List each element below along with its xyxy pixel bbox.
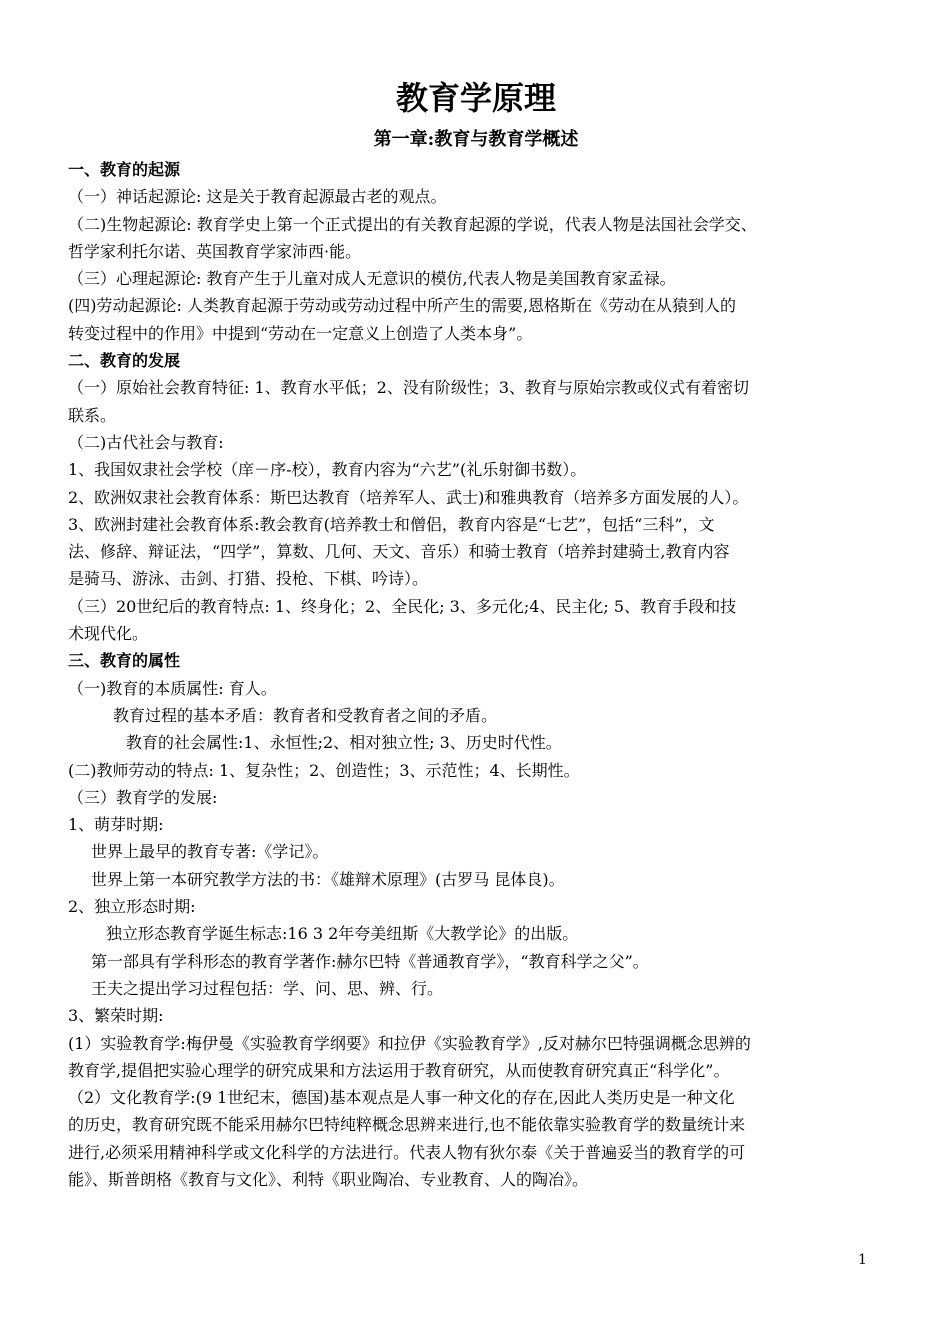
text-line: 2、欧洲奴隶社会教育体系：斯巴达教育（培养军人、武士)和雅典教育（培养多方面发展的人）。 xyxy=(68,487,749,507)
text-line: （三）20世纪后的教育特点: 1、终身化；2、全民化; 3、多元化;4、民主化; 5、教育手段和技 xyxy=(68,596,737,616)
text-line: 第一部具有学科形态的教育学著作:赫尔巴特《普通教育学》，“教育科学之父”。 xyxy=(91,951,649,971)
text-line: （一）原始社会教育特征: 1、教育水平低；2、没有阶级性；3、教育与原始宗教或仪式有着密切 xyxy=(68,378,750,398)
text-line: 3、繁荣时期: xyxy=(68,1006,164,1026)
document-title: 教育学原理 xyxy=(395,79,556,117)
text-line: 世界上第一本研究教学方法的书：《雄辩术原理》(古罗马 昆体良)。 xyxy=(91,869,565,889)
text-line: 进行,必须采用精神科学或文化科学的方法进行。代表人物有狄尔泰《关于普遍妥当的教育学的可 xyxy=(68,1142,746,1162)
chapter-heading: 第一章:教育与教育学概述 xyxy=(373,129,579,150)
text-line: （一)教育的本质属性: 育人。 xyxy=(68,678,277,698)
text-line: 术现代化。 xyxy=(68,624,149,644)
text-line: 转变过程中的作用》中提到“劳动在一定意义上创造了人类本身”。 xyxy=(68,323,533,343)
text-line: （三）心理起源论: 教育产生于儿童对成人无意识的模仿,代表人物是美国教育家孟禄。 xyxy=(68,269,676,289)
text-line: 3、欧洲封建社会教育体系:教会教育(培养教士和僧侣，教育内容是“七艺”，包括“三科”，文 xyxy=(68,514,715,534)
text-line: （三）教育学的发展: xyxy=(68,787,218,807)
text-line: （一）神话起源论: 这是关于教育起源最古老的观点。 xyxy=(68,187,447,207)
text-line: 是骑马、游泳、击剑、打猎、投枪、下棋、吟诗）。 xyxy=(68,569,429,589)
text-line: 独立形态教育学诞生标志:16 3 2年夸美纽斯《大教学论》的出版。 xyxy=(106,924,579,944)
text-line: (四)劳动起源论: 人类教育起源于劳动或劳动过程中所产生的需要,恩格斯在《劳动在从猿到人的 xyxy=(68,296,737,316)
text-line: 教育的社会属性:1、永恒性;2、相对独立性; 3、历史时代性。 xyxy=(126,733,562,753)
page-number: 1 xyxy=(858,1252,867,1268)
text-line: 教育学,提倡把实验心理学的研究成果和方法运用于教育研究，从而使教育研究真正“科学化”。 xyxy=(68,1060,730,1080)
text-line: 1、萌芽时期: xyxy=(68,815,164,835)
text-line: （二)生物起源论: 教育学史上第一个正式提出的有关教育起源的学说，代表人物是法国社会学交、 xyxy=(68,214,757,234)
section-heading: 一、教育的起源 xyxy=(68,160,181,179)
text-line: （二)古代社会与教育: xyxy=(68,432,224,452)
text-line: 哲学家利托尔诺、英国教育学家沛西·能。 xyxy=(68,241,362,261)
text-line: 王夫之提出学习过程包括：学、问、思、辨、行。 xyxy=(91,978,444,998)
text-line: (二)教师劳动的特点: 1、复杂性；2、创造性；3、示范性；4、长期性。 xyxy=(68,760,580,780)
text-line: 1、我国奴隶社会学校（庠－序-校），教育内容为“六艺”(礼乐射御书数）。 xyxy=(68,460,587,480)
text-line: （2）文化教育学:(9 1世纪末，德国)基本观点是人事一种文化的存在,因此人类历史是一种文化 xyxy=(68,1088,735,1108)
section-heading: 三、教育的属性 xyxy=(68,651,181,671)
text-line: 的历史，教育研究既不能采用赫尔巴特纯粹概念思辨来进行,也不能依靠实验教育学的数量统计来 xyxy=(68,1115,746,1135)
text-line: 能》、斯普朗格《教育与文化》、利特《职业陶冶、专业教育、人的陶冶》。 xyxy=(68,1169,589,1189)
text-line: (1）实验教育学:梅伊曼《实验教育学纲要》和拉伊《实验教育学》,反对赫尔巴特强调概念思辨的 xyxy=(68,1033,751,1053)
text-line: 世界上最早的教育专著:《学记》。 xyxy=(91,842,329,862)
document-body xyxy=(68,156,884,1193)
text-line: 法、修辞、辩证法，“四学”，算数、几何、天文、音乐）和骑士教育（培养封建骑士,教育内容 xyxy=(68,542,730,562)
text-line: 联系。 xyxy=(68,405,117,425)
section-heading: 二、教育的发展 xyxy=(68,351,181,371)
text-line: 教育过程的基本矛盾：教育者和受教育者之间的矛盾。 xyxy=(113,705,498,725)
text-line: 2、独立形态时期: xyxy=(68,897,196,917)
document-page xyxy=(68,78,884,1193)
